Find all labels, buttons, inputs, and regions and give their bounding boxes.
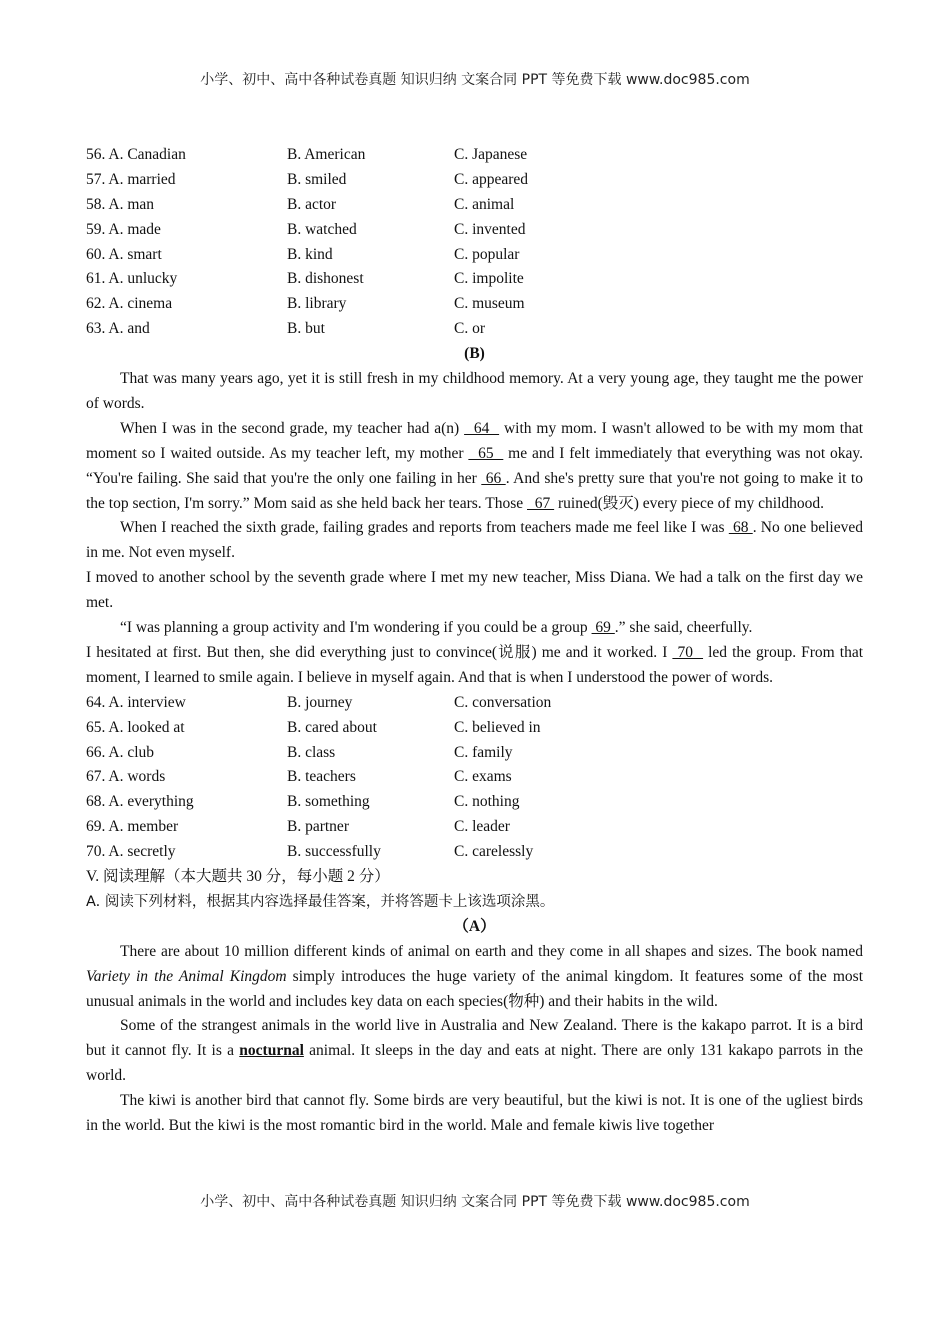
- book-title: Variety in the Animal Kingdom: [86, 967, 287, 985]
- section-v-title: V. 阅读理解（本大题共 30 分，每小题 2 分）: [86, 868, 390, 886]
- option-row: 68. A. everything B. something C. nothing: [86, 793, 520, 811]
- options-56-63: [86, 143, 863, 342]
- option-row: 64. A. interview B. journey C. conversation: [86, 693, 552, 711]
- option-row: 59. A. made B. watched C. invented: [86, 220, 526, 238]
- blank-64: 64: [464, 419, 500, 437]
- option-row: 61. A. unlucky B. dishonest C. impolite: [86, 270, 524, 288]
- option-row: 62. A. cinema B. library C. museum: [86, 295, 525, 313]
- passage-b-paragraph-5: “I was planning a group activity and I'm wondering if you could be a group 69 .” she said, cheerfully.: [120, 619, 753, 637]
- option-row: 60. A. smart B. kind C. popular: [86, 245, 520, 263]
- blank-69: 69: [591, 619, 615, 637]
- highlighted-word: nocturnal: [239, 1042, 304, 1060]
- passage-b-paragraph-6: I hesitated at first. But then, she did everything just to convince(说服) me and it worked. I 70 led the group. From that moment, I learned to smile again. I believe in myself again. And that is when I understood the power of words.: [86, 644, 864, 686]
- page-header: 小学、初中、高中各种试卷真题 知识归纳 文案合同 PPT 等免费下载 www.doc985.com: [200, 72, 750, 88]
- option-row: 63. A. and B. but C. or: [86, 320, 485, 338]
- passage-b-paragraph-1: That was many years ago, yet it is still fresh in my childhood memory. At a very young age, they taught me the power of words.: [86, 370, 863, 412]
- passage-b-paragraph-4: I moved to another school by the seventh grade where I met my new teacher, Miss Diana. We had a talk on the first day we met.: [86, 569, 863, 612]
- passage-a-paragraph-1: There are about 10 million different kinds of animal on earth and they come in all shapes and sizes. The book named Variety in the Animal Kingdom simply introduces the huge variety of the animal kingdom. It features some of the most unusual animals in the world and includes key data on each species(物种) and their habits in the wild.: [86, 942, 863, 1010]
- option-row: 69. A. member B. partner C. leader: [86, 818, 510, 836]
- section-b-heading: (B): [464, 345, 485, 363]
- option-row: 67. A. words B. teachers C. exams: [86, 768, 512, 786]
- blank-66: 66: [481, 469, 506, 487]
- option-row: 56. A. Canadian B. American C. Japanese: [86, 146, 528, 163]
- option-row: 58. A. man B. actor C. animal: [86, 195, 515, 213]
- option-row: 70. A. secretly B. successfully C. carelessly: [86, 843, 534, 861]
- blank-70: 70: [672, 644, 704, 661]
- passage-a-paragraph-3: The kiwi is another bird that cannot fly. Some birds are very beautiful, but the kiwi is not. It is one of the ugliest birds in the world. But the kiwi is the most romantic bird in the world. Male and female kiwis live together: [86, 1092, 863, 1135]
- passage-a-heading: （A）: [453, 917, 496, 935]
- blank-67: 67: [527, 494, 555, 512]
- blank-68: 68: [728, 519, 753, 537]
- passage-b-paragraph-2: When I was in the second grade, my teacher had a(n) 64 with my mom. I wasn't allowed to be with my mom that moment so I waited outside. As my teacher left, my mother 65 me and I felt immediately that everything was not okay. “You're failing. She said that you're the only one failing in her 66 . And she's pretty sure that you're not going to make it to the top section, I'm sorry.” Mom said as she held back her tears. Those 67 ruined(毁灭) every piece of my childhood.: [86, 419, 864, 512]
- option-row: 65. A. looked at B. cared about C. believed in: [86, 718, 541, 736]
- passage-a-paragraph-2: Some of the strangest animals in the world live in Australia and New Zealand. There is the kakapo parrot. It is a bird but it cannot fly. It is a nocturnal animal. It sleeps in the day and eats at night. There are only 131 kakapo parrots in the world.: [86, 1017, 863, 1085]
- section-v-instruction: A. 阅读下列材料，根据其内容选择最佳答案，并将答题卡上该选项涂黑。: [86, 893, 555, 910]
- blank-65: 65: [468, 444, 504, 462]
- options-64-70: [86, 691, 863, 865]
- page-content: [86, 143, 863, 1139]
- option-row: 66. A. club B. class C. family: [86, 743, 513, 761]
- option-row: 57. A. married B. smiled C. appeared: [86, 170, 529, 188]
- passage-b-paragraph-3: When I reached the sixth grade, failing grades and reports from teachers made me feel like I was 68 . No one believed in me. Not even myself.: [86, 519, 864, 562]
- page-footer: 小学、初中、高中各种试卷真题 知识归纳 文案合同 PPT 等免费下载 www.doc985.com: [200, 1194, 750, 1210]
